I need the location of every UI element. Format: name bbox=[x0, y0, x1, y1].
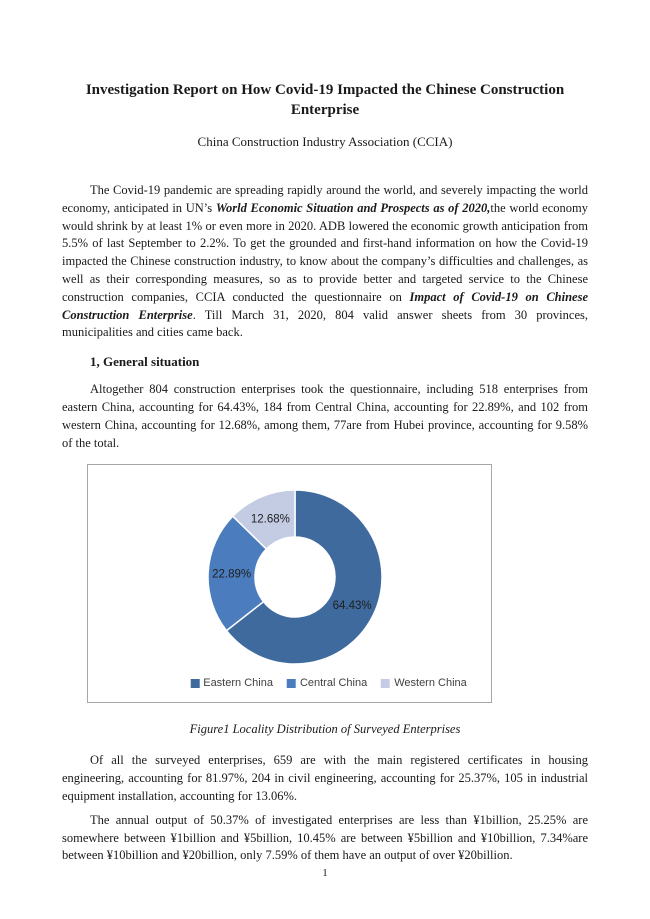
un-report-title: World Economic Situation and Prospects as of 2020, bbox=[215, 200, 491, 215]
paragraph-certificates: Of all the surveyed enterprises, 659 are with the main registered certificates in housing engineering, accounting for 81.97%, 204 in civil engineering, accounting for 25.37%, 105 in industrial equipment installation, accounting for 13.06%. bbox=[62, 753, 588, 803]
paragraph-annual-output: The annual output of 50.37% of investigated enterprises are less than ¥1billion, 25.25% are somewhere between ¥1billion and ¥5billion, 10.45% are between ¥5billion and ¥10billion, 7.34%are between ¥10billion and ¥20billion, only 7.59% of them have an output of over ¥20billion. bbox=[62, 812, 588, 863]
legend-item-central-china bbox=[287, 677, 367, 689]
section-heading-general-situation: 1, General situation bbox=[90, 354, 200, 370]
intro-text-3: . Till March 31, 2020, 804 valid answer sheets from 30 provinces, municipalities and cities came back. bbox=[62, 307, 588, 340]
paragraph-general-situation: Altogether 804 construction enterprises took the questionnaire, including 518 enterprises from eastern China, accounting for 64.43%, 184 from Central China, accounting for 22.89%, and 102 from western China, accounting for 12.68%, among them, 77are from Hubei province, accounting for 9.58% of the total. bbox=[62, 382, 588, 450]
report-title: Investigation Report on How Covid-19 Impacted the Chinese Construction Enterprise bbox=[85, 82, 565, 118]
intro-text-2: the world economy would shrink by at least 1% or even more in 2020. ADB lowered the economic growth anticipation from 5.5% of last September to 2.2%. To get the grounded and first-hand information on how the Covid-19 impacted the Chinese construction industry, to know about the company’s difficulties and challenges, as well as their corresponding measures, so as to provide better and targeted service to the Chinese construction companies, CCIA conducted the questionnaire on bbox=[62, 200, 588, 304]
legend-label-central-china: Central China bbox=[299, 677, 368, 690]
figure-caption: Figure1 Locality Distribution of Surveyed Enterprises bbox=[189, 722, 461, 737]
slice-data-label-0: 64.43% bbox=[332, 600, 372, 613]
donut-chart-svg bbox=[88, 465, 491, 702]
legend-swatch-western-china bbox=[381, 679, 390, 688]
legend-swatch-central-china bbox=[287, 679, 296, 688]
report-subtitle: China Construction Industry Association (CCIA) bbox=[197, 134, 453, 149]
figure-donut-chart bbox=[87, 464, 492, 703]
questionnaire-title: Impact of Covid-19 on Chinese Construction Enterprise bbox=[62, 289, 588, 322]
slice-data-label-1: 22.89% bbox=[212, 568, 252, 581]
legend-label-western-china: Western China bbox=[394, 677, 467, 690]
legend-item-eastern-china bbox=[190, 677, 273, 689]
slice-data-label-2: 12.68% bbox=[250, 513, 290, 526]
paragraph-intro bbox=[62, 182, 588, 342]
page-number: 1 bbox=[322, 867, 328, 880]
legend-label-eastern-china: Eastern China bbox=[203, 677, 273, 690]
chart-legend bbox=[190, 677, 467, 689]
intro-text-1: The Covid-19 pandemic are spreading rapidly around the world, and severely impacting the world economy, anticipated in UN’s bbox=[62, 183, 588, 215]
legend-item-western-china bbox=[381, 677, 467, 689]
legend-swatch-eastern-china bbox=[190, 679, 199, 688]
